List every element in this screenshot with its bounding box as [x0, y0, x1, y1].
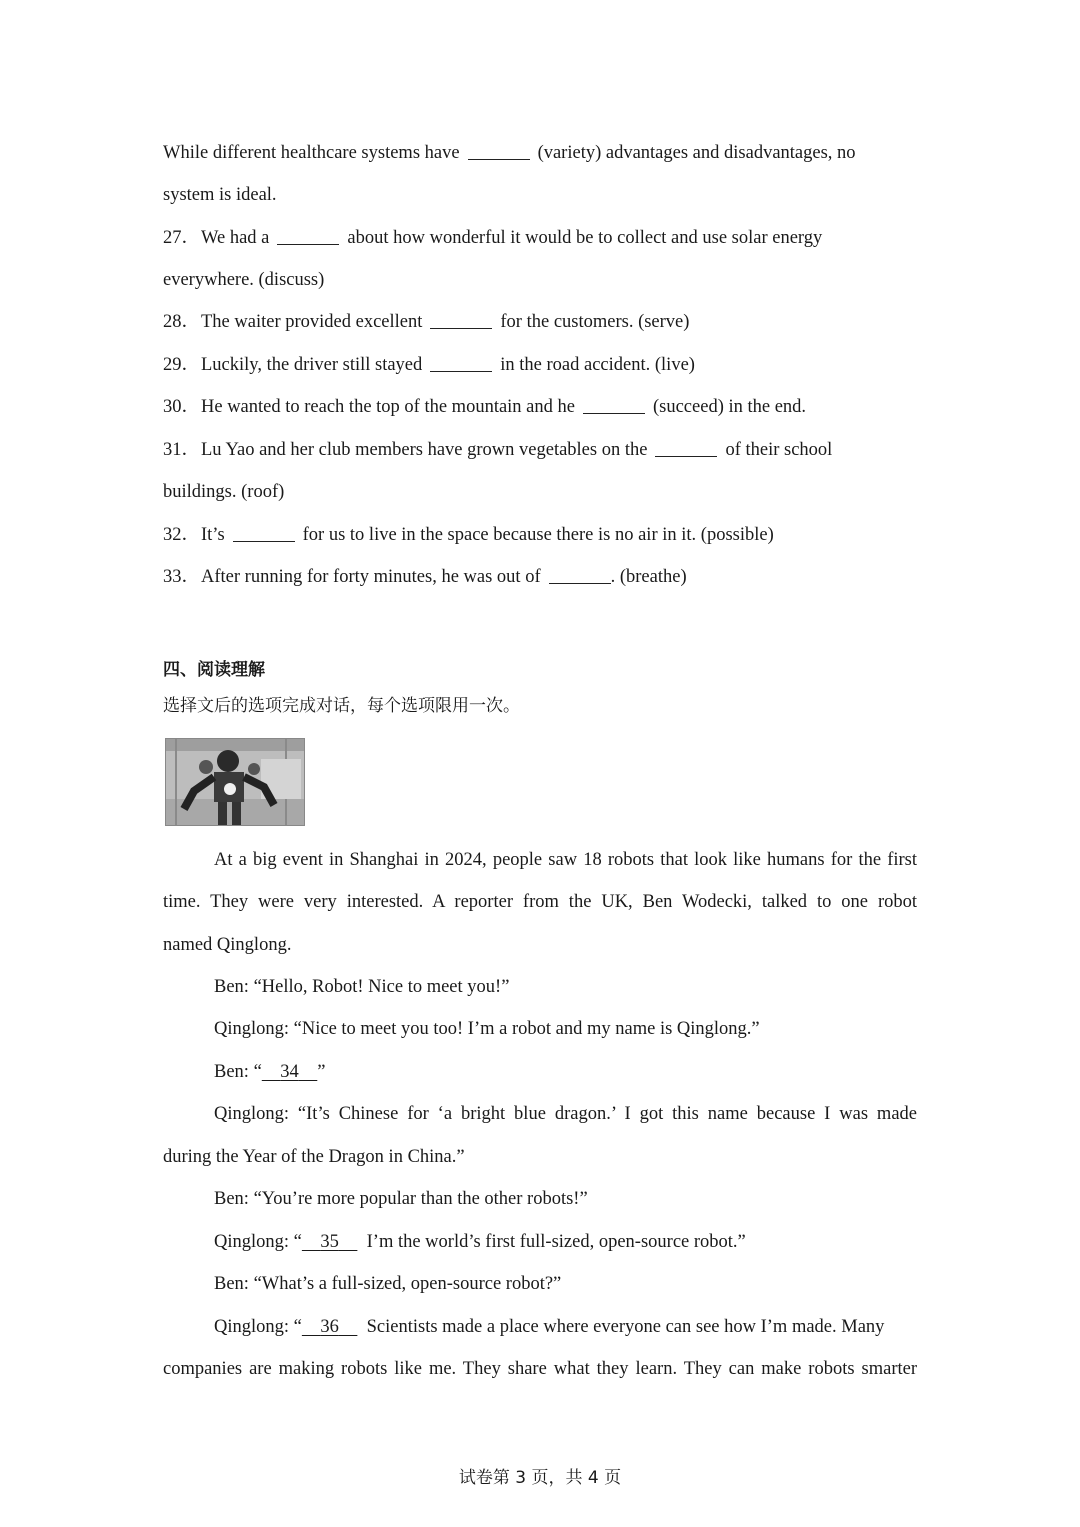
- robot-photo-image: [166, 739, 304, 825]
- q29-blank[interactable]: [430, 353, 492, 372]
- robot-photo: [165, 738, 305, 826]
- q28-line: [163, 309, 923, 335]
- blank-number: 34: [280, 1062, 299, 1082]
- dialogue-line: [214, 1229, 917, 1255]
- dialogue-line: Ben: “What’s a full-sized, open-source robot?”: [214, 1274, 562, 1294]
- q27-blank[interactable]: [277, 226, 339, 245]
- section-instruction: 选择文后的选项完成对话，每个选项限用一次。: [163, 696, 520, 716]
- q26-text: While different healthcare systems have: [163, 143, 460, 163]
- dialogue-line: Ben: “Hello, Robot! Nice to meet you!”: [214, 977, 510, 997]
- dialogue-line: Qinglong: “Nice to meet you too! I’m a robot and my name is Qinglong.”: [214, 1019, 760, 1039]
- q30-text: (succeed) in the end.: [652, 397, 807, 417]
- section-heading: 四、阅读理解: [163, 660, 265, 680]
- blank-34[interactable]: [262, 1059, 318, 1085]
- passage-line: time. They were very interested. A reporter from the UK, Ben Wodecki, talked to one robot: [163, 892, 917, 912]
- q28-blank[interactable]: [430, 310, 492, 329]
- q32-blank[interactable]: [233, 523, 295, 542]
- dialogue-line: Ben: “You’re more popular than the other robots!”: [214, 1189, 588, 1209]
- q27-line-1: [163, 225, 923, 251]
- dialogue-line: companies are making robots like me. They share what they learn. They can make robots smarter: [163, 1359, 917, 1379]
- question-number: 32．: [163, 525, 201, 545]
- q29-text: in the road accident. (live): [500, 355, 695, 375]
- q27-text: about how wonderful it would be to collect and use solar energy: [347, 228, 823, 248]
- question-number: 28．: [163, 312, 201, 332]
- q33-text: . (breathe): [610, 567, 687, 587]
- q27-line-2: everywhere. (discuss): [163, 270, 325, 290]
- blank-35[interactable]: [302, 1229, 358, 1255]
- dialogue-line: Qinglong: “It’s Chinese for ‘a bright blue dragon.’ I got this name because I was made: [214, 1104, 917, 1124]
- passage-line: named Qinglong.: [163, 935, 292, 955]
- q30-line: [163, 394, 923, 420]
- q30-text: He wanted to reach the top of the mountain and he: [201, 397, 575, 417]
- blank-number: 36: [320, 1317, 339, 1337]
- q29-line: [163, 352, 923, 378]
- q33-line: [163, 564, 923, 590]
- q31-text: of their school: [725, 440, 833, 460]
- q26-blank[interactable]: [468, 141, 530, 160]
- q26-line-1: [163, 140, 923, 166]
- q31-line-1: [163, 437, 923, 463]
- q28-text: for the customers. (serve): [500, 312, 690, 332]
- blank-36[interactable]: [302, 1314, 358, 1340]
- q33-text: After running for forty minutes, he was out of: [201, 567, 541, 587]
- dialogue-text: Ben: “: [214, 1062, 262, 1082]
- q27-text: We had a: [201, 228, 270, 248]
- question-number: 30．: [163, 397, 201, 417]
- dialogue-text: Qinglong: “: [214, 1317, 302, 1337]
- question-number: 31．: [163, 440, 201, 460]
- dialogue-text: I’m the world’s first full-sized, open-source robot.”: [366, 1232, 746, 1252]
- q30-blank[interactable]: [583, 395, 645, 414]
- dialogue-line: [214, 1059, 917, 1085]
- q31-text: Lu Yao and her club members have grown vegetables on the: [201, 440, 648, 460]
- q31-blank[interactable]: [655, 438, 717, 457]
- question-number: 27．: [163, 228, 201, 248]
- q26-text: (variety) advantages and disadvantages, no: [537, 143, 856, 163]
- q28-text: The waiter provided excellent: [201, 312, 423, 332]
- passage-line: At a big event in Shanghai in 2024, people saw 18 robots that look like humans for the first: [214, 850, 917, 870]
- dialogue-text: Scientists made a place where everyone can see how I’m made. Many: [366, 1317, 885, 1337]
- q33-blank[interactable]: [549, 565, 611, 584]
- q26-line-2: system is ideal.: [163, 185, 277, 205]
- q32-text: It’s: [201, 525, 225, 545]
- dialogue-text: Qinglong: “: [214, 1232, 302, 1252]
- q32-text: for us to live in the space because there is no air in it. (possible): [302, 525, 774, 545]
- q32-line: [163, 522, 923, 548]
- dialogue-line: [214, 1314, 917, 1340]
- page-footer: 试卷第 3 页，共 4 页: [458, 1468, 622, 1488]
- q31-line-2: buildings. (roof): [163, 482, 285, 502]
- question-number: 33．: [163, 567, 201, 587]
- dialogue-line: during the Year of the Dragon in China.”: [163, 1147, 465, 1167]
- question-number: 29．: [163, 355, 201, 375]
- q29-text: Luckily, the driver still stayed: [201, 355, 423, 375]
- dialogue-text: ”: [317, 1062, 326, 1082]
- blank-number: 35: [320, 1232, 339, 1252]
